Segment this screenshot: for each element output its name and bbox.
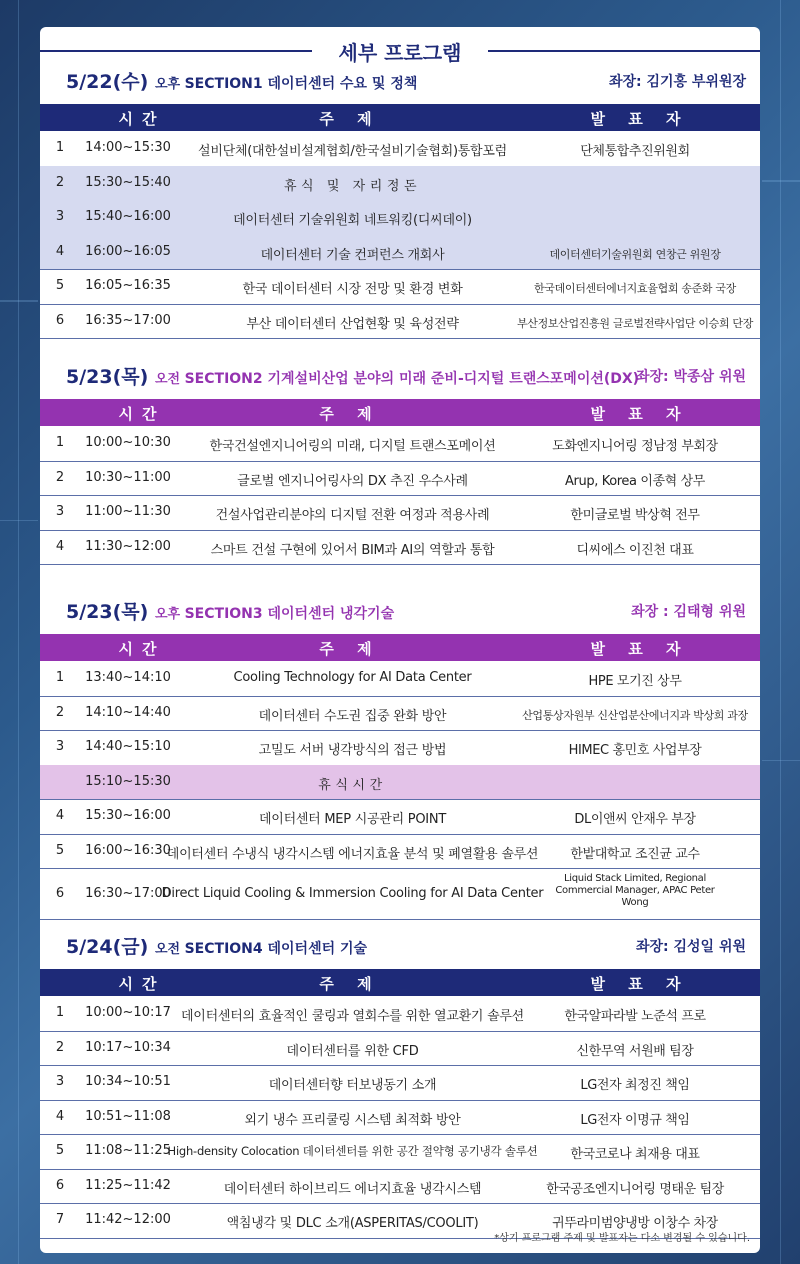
- column-header: 발 표 자: [590, 110, 690, 128]
- table-row: [40, 996, 760, 1032]
- program-card: [40, 27, 760, 1253]
- table-row: [40, 131, 760, 167]
- row-number: 5: [55, 842, 65, 858]
- row-time: 10:51~11:08: [85, 1108, 171, 1124]
- row-time: 10:00~10:30: [85, 435, 171, 450]
- row-time: 11:08~11:25: [85, 1143, 171, 1158]
- row-time: 11:30~12:00: [85, 538, 171, 554]
- table-row: [40, 661, 760, 697]
- row-number: 6: [55, 1177, 65, 1193]
- row-number: 5: [55, 278, 65, 293]
- row-time: 15:30~16:00: [85, 808, 171, 823]
- row-time: 16:30~17:00: [85, 886, 171, 901]
- column-header: 발 표 자: [590, 975, 690, 993]
- table-row: [40, 799, 760, 835]
- table-row: [40, 269, 760, 305]
- row-time: 13:40~14:10: [85, 670, 171, 685]
- row-number: 6: [55, 886, 65, 901]
- row-topic: 데이터센터의 효율적인 쿨링과 열회수를 위한 열교환기 솔루션: [181, 1009, 524, 1024]
- row-speaker: HPE 모기진 상무: [588, 674, 682, 689]
- row-time: 14:40~15:10: [85, 739, 171, 754]
- row-topic: Cooling Technology for AI Data Center: [233, 670, 472, 685]
- section-time-of-day: 오후: [154, 77, 185, 92]
- row-topic: 데이터센터 기술위원회 네트워킹(디씨데이): [233, 213, 472, 228]
- section-header: [40, 932, 760, 958]
- row-speaker: 귀뚜라미범양냉방 이창수 차장: [552, 1216, 718, 1231]
- row-number: 3: [55, 739, 65, 754]
- row-speaker: 한밭대학교 조진균 교수: [570, 846, 700, 862]
- row-topic: 데이터센터 하이브리드 에너지효율 냉각시스템: [223, 1181, 482, 1197]
- section-header: [40, 597, 760, 623]
- row-number: 7: [55, 1212, 65, 1227]
- row-speaker: 한국알파라발 노준석 프로: [564, 1009, 706, 1024]
- table-row: [40, 1169, 760, 1205]
- row-speaker: Arup, Korea 이종혁 상무: [565, 473, 705, 489]
- table-header: [40, 104, 760, 131]
- column-header: 발 표 자: [590, 640, 690, 658]
- row-topic: 데이터센터 MEP 시공관리 POINT: [258, 812, 447, 827]
- table-row: [40, 1065, 760, 1101]
- row-number: 1: [55, 670, 65, 685]
- row-topic: 고밀도 서버 냉각방식의 접근 방법: [258, 743, 447, 758]
- section-heading: [66, 597, 394, 624]
- section-chair: 좌장: 김성일 위원: [635, 939, 746, 955]
- section-time-of-day: 오전: [154, 372, 185, 387]
- row-number: 3: [55, 504, 65, 519]
- row-number: 4: [55, 243, 65, 259]
- column-header: 시간: [118, 640, 166, 658]
- row-topic: 한국건설엔지니어링의 미래, 디지털 트랜스포메이션: [209, 439, 496, 454]
- section-title: SECTION3 데이터센터 냉각기술: [184, 606, 395, 622]
- section-title: SECTION4 데이터센터 기술: [184, 941, 368, 957]
- row-time: 10:00~10:17: [85, 1005, 171, 1020]
- row-speaker: 부산정보산업진흥원 글로벌전략사업단 이승희 단장: [516, 316, 753, 330]
- row-time: 10:30~11:00: [85, 469, 171, 485]
- row-speaker: 도화엔지니어링 정남정 부회장: [552, 439, 718, 454]
- row-speaker: 신한무역 서원배 팀장: [576, 1043, 694, 1059]
- section-chair: 좌장 : 김태형 위원: [631, 604, 746, 620]
- row-number: 2: [55, 704, 65, 720]
- section-header: [40, 362, 760, 388]
- row-time: 11:00~11:30: [85, 504, 171, 519]
- program-title-bar: [40, 35, 760, 65]
- row-speaker: 디씨에스 이진천 대표: [576, 542, 694, 558]
- table-row: [40, 730, 760, 766]
- row-number: 1: [55, 435, 65, 450]
- row-time: 11:25~11:42: [85, 1177, 171, 1193]
- table-row: [40, 868, 760, 920]
- section-title: SECTION1 데이터센터 수요 및 정책: [184, 76, 418, 92]
- row-time: 16:00~16:30: [85, 842, 171, 858]
- row-number: 6: [55, 312, 65, 328]
- column-header: 주 제: [319, 110, 381, 128]
- section-chair: 좌장: 박종삼 위원: [635, 369, 746, 385]
- table-row: [40, 765, 760, 801]
- row-speaker: LG전자 최정진 책임: [580, 1078, 690, 1093]
- row-topic: 데이터센터를 위한 CFD: [286, 1043, 419, 1059]
- row-number: 4: [55, 808, 65, 823]
- section-chair: 좌장: 김기홍 부위원장: [608, 74, 746, 90]
- row-number: 3: [55, 1074, 65, 1089]
- table-row: [40, 1100, 760, 1136]
- row-time: 10:17~10:34: [85, 1039, 171, 1055]
- row-number: 3: [55, 209, 65, 224]
- row-number: 2: [55, 1039, 65, 1055]
- row-speaker: DL이앤씨 안재우 부장: [574, 812, 696, 827]
- section-header: [40, 67, 760, 93]
- table-row: [40, 696, 760, 732]
- row-number: 5: [55, 1143, 65, 1158]
- row-speaker: Liquid Stack Limited, Regional Commercial Manager, APAC Peter Wong: [555, 873, 715, 908]
- row-speaker: 단체통합추진위원회: [580, 144, 690, 159]
- row-topic: 데이터센터 수냉식 냉각시스템 에너지효율 분석 및 폐열활용 솔루션: [166, 846, 539, 862]
- row-speaker: 한국데이터센터에너지효율협회 송준화 국장: [534, 282, 736, 295]
- column-header: 시간: [118, 975, 166, 993]
- row-time: 15:10~15:30: [85, 773, 171, 789]
- table-row: [40, 495, 760, 531]
- footnote: *상기 프로그램 주제 및 발표자는 다소 변경될 수 있습니다.: [494, 1233, 750, 1244]
- table-header: [40, 399, 760, 426]
- row-number: 2: [55, 174, 65, 190]
- table-row: [40, 166, 760, 202]
- table-row: [40, 200, 760, 236]
- table-row: [40, 1134, 760, 1170]
- page-title: 세부 프로그램: [338, 41, 462, 65]
- row-number: 4: [55, 1108, 65, 1124]
- row-topic: 설비단체(대한설비설계협회/한국설비기술협회)통합포럼: [198, 144, 507, 159]
- row-speaker: 산업통상자원부 신산업분산에너지과 박상희 과장: [522, 708, 748, 722]
- row-topic: 액침냉각 및 DLC 소개(ASPERITAS/COOLIT): [226, 1216, 479, 1231]
- row-number: 2: [55, 469, 65, 485]
- row-time: 14:00~15:30: [85, 140, 171, 155]
- row-time: 15:40~16:00: [85, 209, 171, 224]
- column-header: 시간: [118, 110, 166, 128]
- table-row: [40, 426, 760, 462]
- row-speaker: 한미글로벌 박상혁 전무: [570, 508, 700, 523]
- section-title: SECTION2 기계설비산업 분야의 미래 준비-디지털 트랜스포메이션(DX): [184, 371, 640, 387]
- table-row: [40, 834, 760, 870]
- table-row: [40, 304, 760, 340]
- column-header: 주 제: [319, 405, 381, 423]
- row-topic: Direct Liquid Cooling & Immersion Cooling for AI Data Center: [161, 886, 544, 901]
- row-topic: 건설사업관리분야의 디지털 전환 여정과 적용사례: [215, 508, 490, 523]
- row-topic: 휴식시간: [318, 777, 387, 793]
- section-date: 5/23(목): [66, 601, 155, 623]
- column-header: 시간: [118, 405, 166, 423]
- section-date: 5/23(목): [66, 366, 155, 388]
- section-heading: [66, 67, 417, 94]
- table-row: [40, 530, 760, 566]
- row-topic: 데이터센터 수도권 집중 완화 방안: [258, 708, 447, 724]
- row-topic: 글로벌 엔지니어링사의 DX 추진 우수사례: [237, 473, 468, 489]
- row-topic: 데이터센터 기술 컨퍼런스 개회사: [260, 247, 445, 263]
- row-speaker: LG전자 이명규 책임: [580, 1112, 690, 1128]
- section-time-of-day: 오전: [154, 942, 185, 957]
- row-topic: 한국 데이터센터 시장 전망 및 환경 변화: [242, 282, 463, 297]
- row-number: 1: [55, 140, 65, 155]
- table-row: [40, 235, 760, 271]
- row-topic: 스마트 건설 구현에 있어서 BIM과 AI의 역할과 통합: [210, 542, 495, 558]
- table-header: [40, 634, 760, 661]
- row-number: 1: [55, 1005, 65, 1020]
- section-date: 5/24(금): [66, 936, 155, 958]
- row-speaker: 한국코로나 최재용 대표: [570, 1147, 700, 1162]
- row-time: 16:00~16:05: [85, 243, 171, 259]
- section-time-of-day: 오후: [154, 607, 185, 622]
- section-date: 5/22(수): [66, 71, 155, 93]
- row-time: 16:05~16:35: [85, 278, 171, 293]
- table-row: [40, 461, 760, 497]
- row-number: 4: [55, 538, 65, 554]
- row-topic: 휴식 및 자리정돈: [283, 178, 422, 194]
- column-header: 주 제: [319, 975, 381, 993]
- row-topic: 부산 데이터센터 산업현황 및 육성전략: [246, 316, 459, 332]
- row-topic: High-density Colocation 데이터센터를 위한 공간 절약형 공기냉각 솔루션: [167, 1144, 538, 1158]
- row-time: 11:42~12:00: [85, 1212, 171, 1227]
- row-topic: 외기 냉수 프리쿨링 시스템 최적화 방안: [244, 1112, 461, 1128]
- row-topic: 데이터센터향 터보냉동기 소개: [268, 1078, 437, 1093]
- table-row: [40, 1031, 760, 1067]
- row-time: 14:10~14:40: [85, 704, 171, 720]
- row-time: 16:35~17:00: [85, 312, 171, 328]
- row-time: 10:34~10:51: [85, 1074, 171, 1089]
- table-header: [40, 969, 760, 996]
- column-header: 주 제: [319, 640, 381, 658]
- section-heading: [66, 362, 639, 389]
- column-header: 발 표 자: [590, 405, 690, 423]
- section-heading: [66, 932, 367, 959]
- row-speaker: 데이터센터기술위원회 연창근 위원장: [549, 247, 721, 261]
- row-speaker: 한국공조엔지니어링 명태운 팀장: [546, 1181, 724, 1197]
- row-speaker: HIMEC 홍민호 사업부장: [568, 743, 702, 758]
- row-time: 15:30~15:40: [85, 174, 171, 190]
